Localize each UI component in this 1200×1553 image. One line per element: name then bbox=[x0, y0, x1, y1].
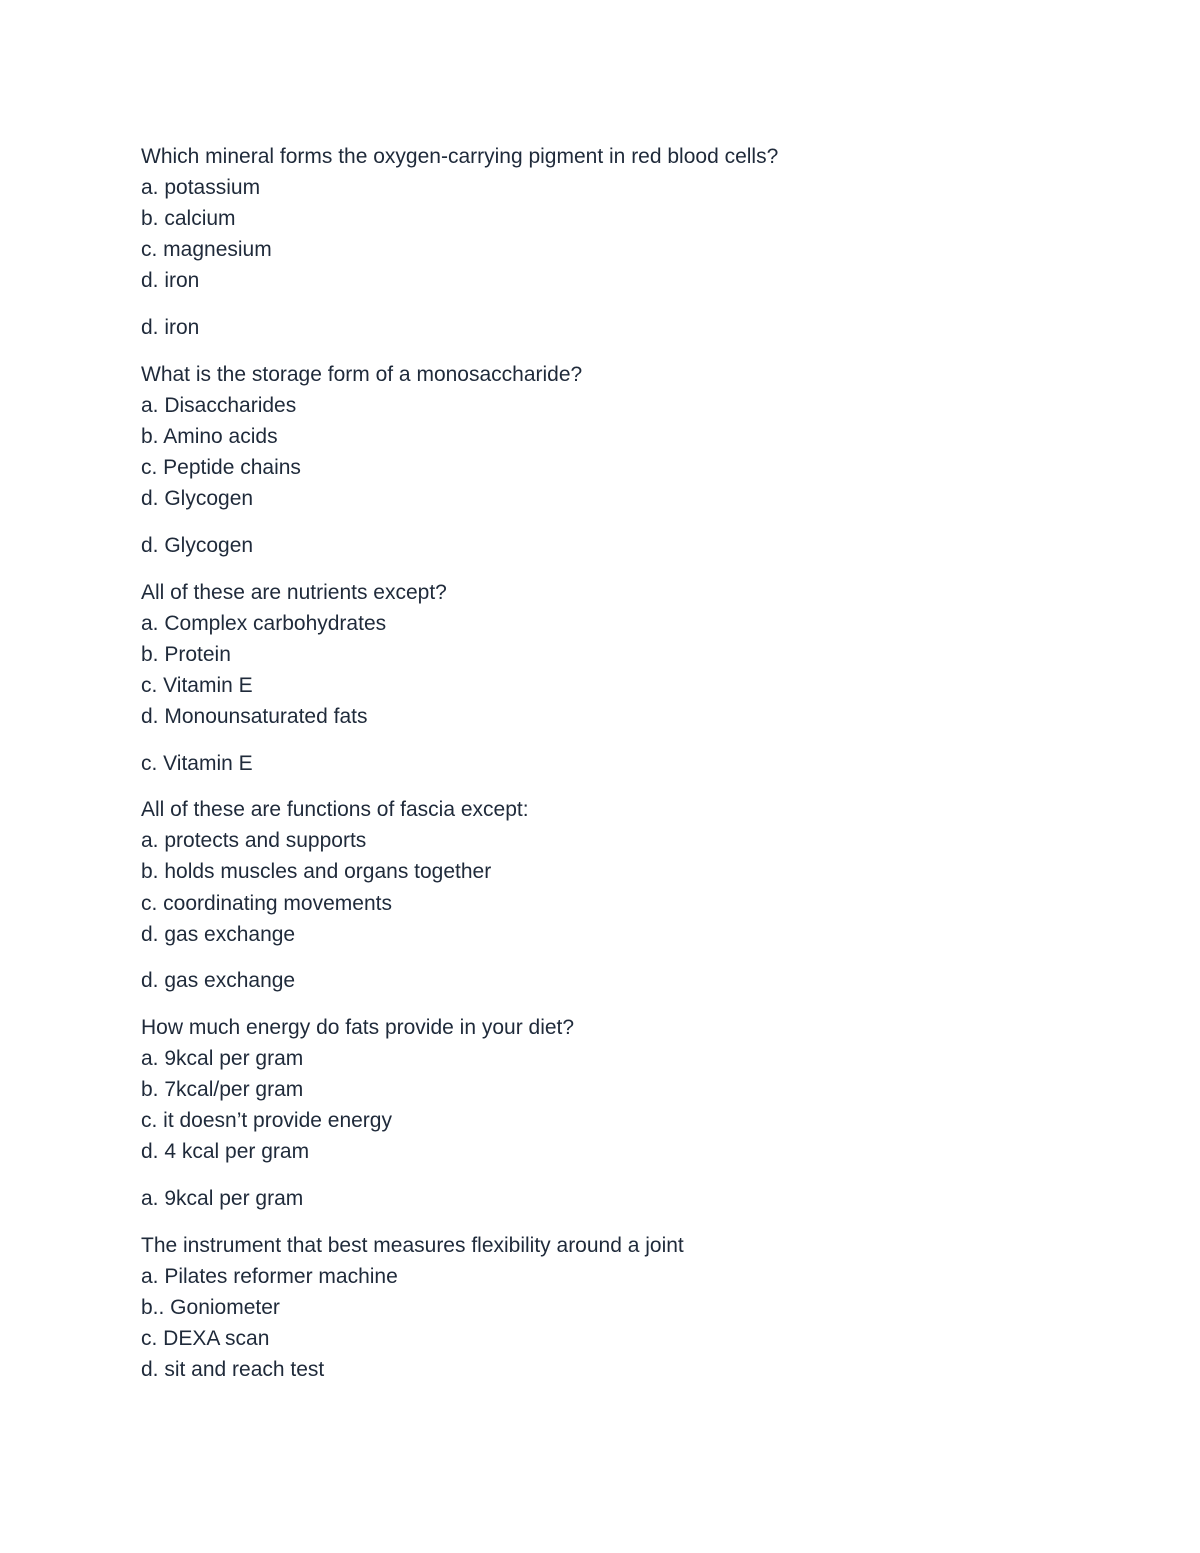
answer-text: c. Vitamin E bbox=[141, 751, 253, 775]
option-c: c. Vitamin E bbox=[141, 673, 253, 697]
option-b: b. Amino acids bbox=[141, 424, 278, 448]
question-block-3 bbox=[141, 577, 1101, 779]
question-block-5 bbox=[141, 1012, 1101, 1214]
option-a: a. potassium bbox=[141, 176, 261, 200]
option-d: d. 4 kcal per gram bbox=[141, 1140, 310, 1164]
option-d: d. Glycogen bbox=[141, 487, 254, 511]
question-text: How much energy do fats provide in your diet? bbox=[141, 1016, 575, 1039]
question-block-2 bbox=[141, 359, 1101, 561]
option-a: a. protects and supports bbox=[141, 829, 367, 853]
option-d: d. Monounsaturated fats bbox=[141, 704, 368, 728]
question-text: What is the storage form of a monosaccharide? bbox=[141, 362, 583, 386]
option-b: b. 7kcal/per gram bbox=[141, 1078, 304, 1102]
quiz-content bbox=[141, 141, 1101, 1385]
option-a: a. Pilates reformer machine bbox=[141, 1264, 398, 1288]
option-d: d. gas exchange bbox=[141, 922, 296, 946]
question-block-6 bbox=[141, 1230, 1101, 1385]
option-b: b. holds muscles and organs together bbox=[141, 860, 492, 884]
option-a: a. Complex carbohydrates bbox=[141, 611, 387, 635]
option-c: c. Peptide chains bbox=[141, 456, 301, 480]
question-text: The instrument that best measures flexibility around a joint bbox=[141, 1233, 684, 1257]
option-b: b. calcium bbox=[141, 207, 236, 231]
answer-text: a. 9kcal per gram bbox=[141, 1187, 304, 1211]
option-b: b.. Goniometer bbox=[141, 1295, 280, 1319]
option-c: c. coordinating movements bbox=[141, 891, 392, 915]
option-b: b. Protein bbox=[141, 642, 231, 666]
option-d: d. iron bbox=[141, 269, 200, 293]
answer-text: d. gas exchange bbox=[141, 969, 296, 993]
question-text: All of these are functions of fascia except: bbox=[141, 798, 529, 822]
question-block-1 bbox=[141, 141, 1101, 343]
option-c: c. magnesium bbox=[141, 238, 272, 262]
question-block-4 bbox=[141, 794, 1101, 996]
option-d: d. sit and reach test bbox=[141, 1358, 325, 1382]
option-c: c. DEXA scan bbox=[141, 1327, 270, 1351]
option-c: c. it doesn’t provide energy bbox=[141, 1109, 392, 1133]
answer-text: d. iron bbox=[141, 316, 200, 340]
option-a: a. Disaccharides bbox=[141, 393, 297, 417]
question-text: All of these are nutrients except? bbox=[141, 580, 447, 604]
answer-text: d. Glycogen bbox=[141, 533, 254, 557]
question-text: Which mineral forms the oxygen-carrying pigment in red blood cells? bbox=[141, 145, 779, 168]
option-a: a. 9kcal per gram bbox=[141, 1047, 304, 1071]
